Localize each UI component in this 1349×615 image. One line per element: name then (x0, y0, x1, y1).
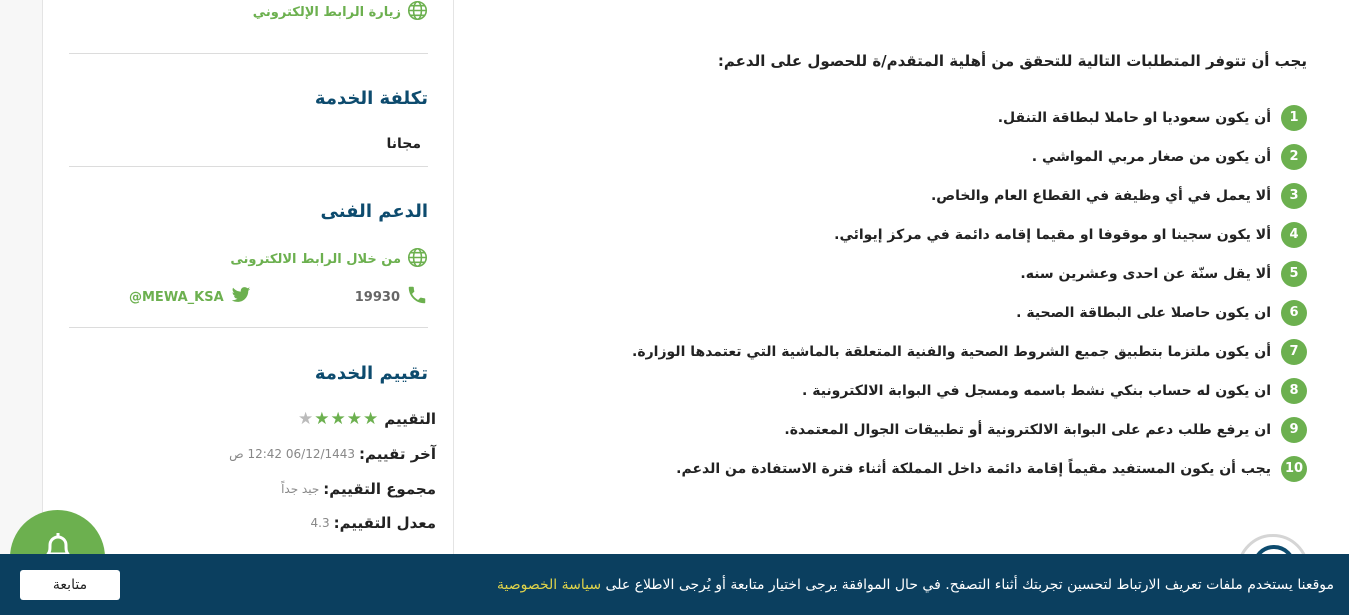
star-icon[interactable]: ★ (298, 408, 314, 429)
divider (69, 53, 428, 54)
globe-icon (407, 0, 428, 25)
avg-rating-label: معدل التقييم: (333, 514, 436, 532)
twitter-icon (230, 285, 252, 309)
star-icon[interactable]: ★ (346, 408, 363, 429)
requirement-number: 8 (1281, 378, 1307, 404)
star-icon[interactable]: ★ (330, 408, 346, 429)
divider (69, 166, 428, 167)
requirement-text: ألا يعمل في أي وظيفة في القطاع العام والخاص. (930, 187, 1271, 204)
last-rating-value: 06/12/1443 12:42 ص (229, 447, 356, 461)
requirement-number: 1 (1281, 105, 1307, 131)
requirement-item (632, 371, 1307, 410)
visit-link[interactable] (253, 0, 428, 25)
requirement-item (632, 449, 1307, 488)
phone-icon (406, 284, 428, 310)
requirement-text: يجب أن يكون المستفيد مقيماً إقامة دائمة داخل المملكة أثناء فترة الاستفادة من الدعم. (676, 460, 1271, 477)
cookie-accept-button[interactable]: متابعة (20, 570, 120, 600)
requirement-item (632, 176, 1307, 215)
requirement-text: ألا يكون سجينا او موقوفا او مقيما إقامه دائمة في مركز إيوائي. (834, 226, 1271, 243)
requirement-text: ان يكون حاصلا على البطاقة الصحية . (1016, 304, 1271, 321)
requirement-number: 7 (1281, 339, 1307, 365)
star-icon[interactable]: ★ (314, 408, 330, 429)
requirement-text: أن يكون ملتزما بتطبيق جميع الشروط الصحية والفنية المتعلقة بالماشية التي تعتمدها الوزارة. (632, 343, 1271, 360)
requirement-item (632, 254, 1307, 293)
requirement-number: 2 (1281, 144, 1307, 170)
requirement-text: ان يكون له حساب بنكي نشط باسمه ومسجل في البوابة الالكترونية . (802, 382, 1271, 399)
requirement-number: 9 (1281, 417, 1307, 443)
rating-title: تقييم الخدمة (314, 363, 428, 384)
requirement-number: 6 (1281, 300, 1307, 326)
last-rating-label: آخر تقييم: (359, 445, 436, 463)
support-title: الدعم الفنى (320, 201, 428, 222)
avg-rating-value: 4.3 (310, 516, 330, 530)
requirement-item (632, 410, 1307, 449)
privacy-policy-link[interactable]: سياسة الخصوصية (497, 576, 602, 593)
requirement-item (632, 332, 1307, 371)
service-sidebar (42, 0, 454, 615)
twitter-handle: @MEWA_KSA (129, 289, 224, 305)
phone-contact[interactable] (355, 284, 428, 310)
divider (69, 327, 428, 328)
globe-icon (407, 247, 428, 272)
main-content (454, 0, 1349, 615)
cost-title: تكلفة الخدمة (314, 88, 428, 109)
requirement-text: ألا يقل سنّة عن احدى وعشرين سنه. (1020, 265, 1271, 282)
avg-rating-row (311, 514, 436, 532)
requirement-number: 5 (1281, 261, 1307, 287)
rating-label: التقييم (384, 410, 436, 428)
requirement-text: أن يكون سعوديا او حاملا لبطاقة التنقل. (997, 109, 1271, 126)
support-link[interactable] (230, 247, 428, 272)
requirement-text: أن يكون من صغار مربي المواشي . (1031, 148, 1271, 165)
phone-number: 19930 (354, 289, 400, 305)
requirement-text: ان يرفع طلب دعم على البوابة الالكترونية أو تطبيقات الجوال المعتمدة. (784, 421, 1271, 438)
twitter-contact[interactable] (129, 285, 252, 309)
contact-row (129, 284, 428, 310)
star-rating[interactable] (298, 408, 379, 429)
star-icon[interactable]: ★ (363, 408, 379, 429)
last-rating-row (229, 445, 436, 463)
requirement-number: 10 (1281, 456, 1307, 482)
total-rating-row (281, 480, 436, 498)
support-link-label: من خلال الرابط الالكترونى (230, 252, 401, 267)
requirements-intro: يجب أن تتوفر المتطلبات التالية للتحقق من أهلية المتقدم/ة للحصول على الدعم: (717, 52, 1307, 70)
cookie-message (497, 577, 1334, 593)
requirement-item (632, 215, 1307, 254)
cookie-banner (0, 554, 1349, 615)
visit-link-label: زيارة الرابط الإلكتروني (252, 5, 401, 20)
total-rating-value: جيد جداً (281, 482, 320, 496)
requirement-number: 4 (1281, 222, 1307, 248)
cookie-text: موقعنا يستخدم ملفات تعريف الارتباط لتحسين تجربتك أثناء التصفح. في حال الموافقة يرجى اختيار متابعة أو يُرجى الاطلاع على (605, 576, 1334, 593)
total-rating-label: مجموع التقييم: (323, 480, 436, 498)
rating-stars-row (298, 410, 436, 428)
requirement-number: 3 (1281, 183, 1307, 209)
requirement-item (632, 293, 1307, 332)
requirement-item (632, 137, 1307, 176)
cost-value: مجانا (386, 136, 421, 152)
requirement-item (632, 98, 1307, 137)
requirements-list (632, 98, 1307, 488)
